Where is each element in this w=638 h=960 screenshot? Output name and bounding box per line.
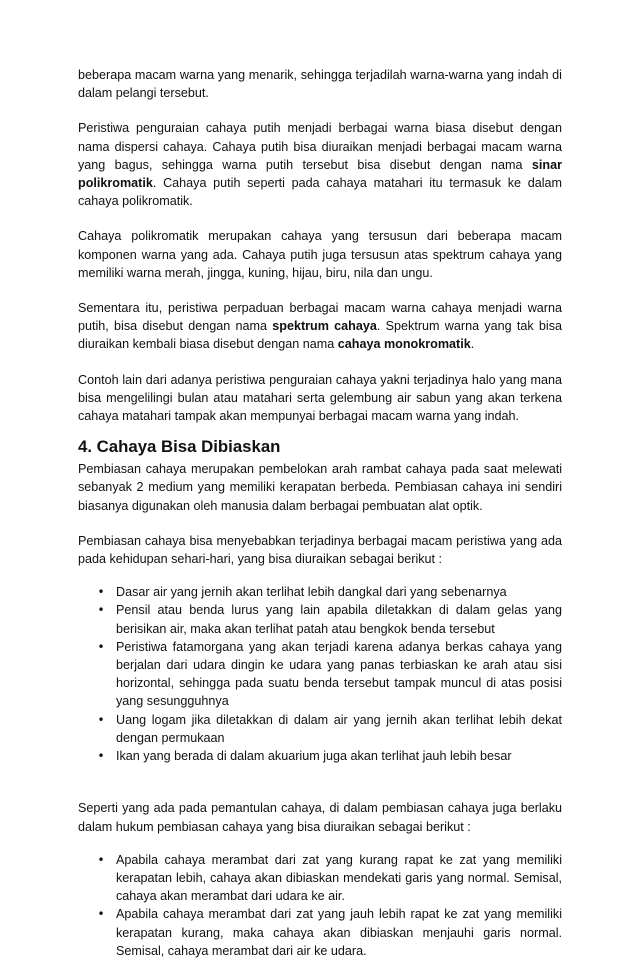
term-sinar-polikromatik: sinar polikromatik (78, 157, 562, 191)
paragraph-text: Sementara itu, peristiwa perpaduan berbagai macam warna cahaya menjadi warna putih, bisa disebut dengan nama (78, 301, 562, 334)
list-item-text: Apabila cahaya merambat dari zat yang jauh lebih rapat ke zat yang memiliki kerapatan kurang, maka cahaya akan dibiaskan menjauhi garis normal. Semisal, cahaya merambat dari air ke udara. (116, 907, 562, 958)
list-item-text: Peristiwa fatamorgana yang akan terjadi karena adanya berkas cahaya yang berjalan dari udara dingin ke udara yang panas terbiaskan ke arah atau sisi horizontal, sehingga pada suatu benda tersebut tampak muncul di atas posisi yang sesungguhnya (116, 639, 562, 709)
term-spektrum-cahaya: spektrum cahaya (272, 319, 377, 334)
paragraph-polikromatik (78, 227, 562, 282)
list-item-text: Dasar air yang jernih akan terlihat lebih dangkal dari yang sebenarnya (116, 585, 507, 600)
list-item (97, 905, 562, 960)
list-peristiwa-pembiasan (78, 583, 562, 765)
bullet-icon: • (97, 852, 105, 867)
paragraph-text: Cahaya polikromatik merupakan cahaya yang tersusun dari beberapa macam komponen warna yang ada. Cahaya putih juga tersusun atas spektrum cahaya yang memiliki warna merah, jingga, kuning, hijau, biru, nila dan ungu. (78, 229, 562, 280)
list-item-text: Uang logam jika diletakkan di dalam air yang jernih akan terlihat lebih dekat dengan permukaan (116, 712, 562, 745)
list-item-text: Pensil atau benda lurus yang lain apabila diletakkan di dalam gelas yang berisikan air, maka akan terlihat patah atau bengkok benda tersebut (116, 603, 562, 636)
bullet-icon: • (97, 603, 105, 618)
bullet-icon: • (97, 749, 105, 764)
list-item-text: Ikan yang berada di dalam akuarium juga akan terlihat jauh lebih besar (116, 749, 512, 764)
list-item (97, 638, 562, 711)
paragraph-pelangi: beberapa macam warna yang menarik, sehingga terjadilah warna-warna yang indah di dalam pelangi tersebut. (78, 68, 562, 101)
list-item (97, 711, 562, 747)
term-cahaya-monokromatik: cahaya monokromatik (337, 337, 471, 352)
list-item (97, 583, 562, 601)
paragraph-spektrum (78, 299, 562, 354)
list-hukum-pembiasan (78, 851, 562, 960)
list-item (97, 601, 562, 637)
paragraph-text: . Cahaya putih seperti pada cahaya matahari itu termasuk ke dalam cahaya polikromatik. (78, 176, 562, 209)
paragraph-pembiasan: Pembiasan cahaya merupakan pembelokan arah rambat cahaya pada saat melewati sebanyak 2 medium yang memiliki kerapatan berbeda. Pembiasan cahaya ini sendiri biasanya digunakan oleh manusia dalam berbagai pembuatan alat optik. (78, 462, 562, 513)
list-item-text: Apabila cahaya merambat dari zat yang kurang rapat ke zat yang memiliki kerapatan lebih, cahaya akan dibiaskan mendekati garis yang normal. Semisal, cahaya akan merambat dari udara ke air. (116, 852, 562, 904)
bullet-icon: • (97, 907, 105, 922)
paragraph-text: . (470, 337, 475, 352)
list-item (97, 747, 562, 765)
section-heading: 4. Cahaya Bisa Dibiaskan (78, 437, 281, 457)
paragraph-text: . Spektrum warna yang tak bisa diuraikan kembali biasa disebut dengan nama (78, 319, 563, 352)
bullet-icon: • (97, 639, 105, 654)
paragraph-peristiwa-intro: Pembiasan cahaya bisa menyebabkan terjadinya berbagai macam peristiwa yang ada pada kehidupan sehari-hari, yang bisa diuraikan sebagai berikut : (78, 533, 562, 567)
paragraph-dispersi (78, 119, 562, 210)
paragraph-halo: Contoh lain dari adanya peristiwa penguraian cahaya yakni terjadinya halo yang mana bisa mengelilingi bulan atau matahari serta gelembung air sabun yang akan terkena cahaya matahari tampak akan mempunyai berbagai macam warna yang indah. (78, 372, 562, 424)
paragraph-hukum-intro: Seperti yang ada pada pemantulan cahaya, di dalam pembiasan cahaya juga berlaku dalam hukum pembiasan cahaya yang bisa diuraikan sebagai berikut : (78, 801, 562, 834)
paragraph-text: Peristiwa penguraian cahaya putih menjadi berbagai warna biasa disebut dengan nama dispersi cahaya. Cahaya putih bisa diuraikan menjadi berbagai macam warna yang bagus, sehingga warna putih tersebut bisa disebut dengan nama (78, 121, 562, 172)
bullet-icon: • (97, 712, 105, 727)
list-item (97, 851, 562, 906)
document-page (78, 66, 562, 960)
bullet-icon: • (97, 585, 105, 600)
